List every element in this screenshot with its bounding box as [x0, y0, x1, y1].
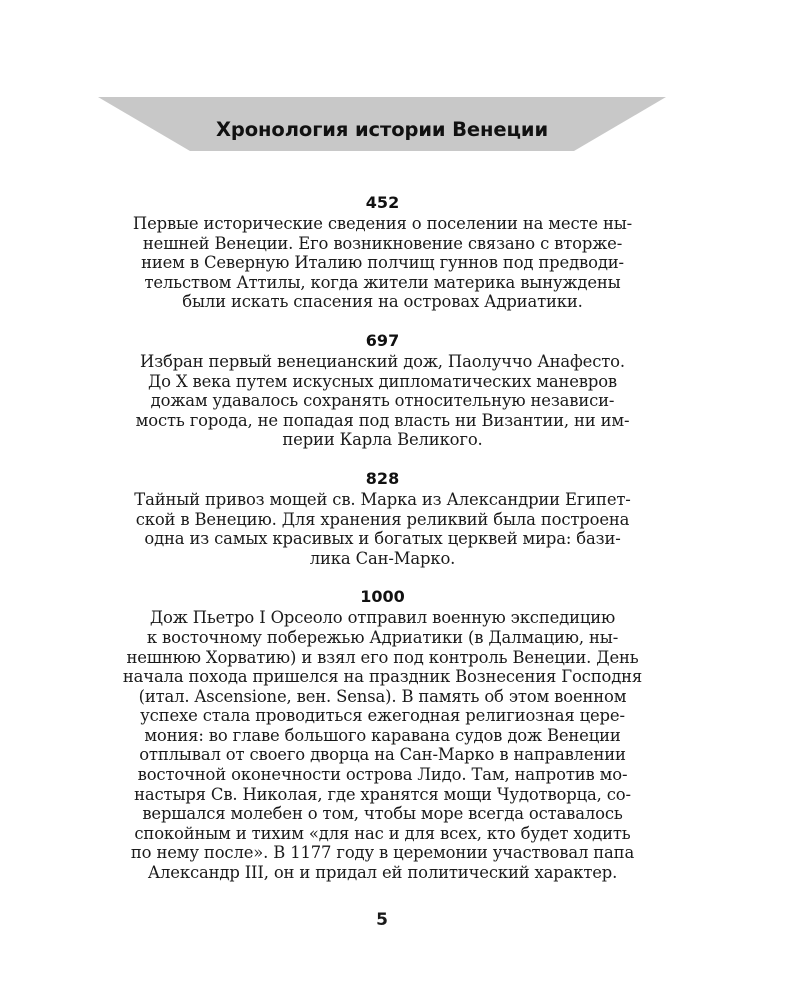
entry-text-line: к восточному побережью Адриатики (в Далмацию, ны-: [146, 627, 619, 647]
entry-text-line: по нему после». В 1177 году в церемонии участвовал папа: [130, 843, 635, 863]
page-title: Хронология истории Венеции: [215, 118, 549, 141]
entry-text-line: вершался молебен о том, чтобы море всегда оставалось: [142, 804, 623, 824]
entry-text-line: Первые исторические сведения о поселении на месте ны-: [132, 214, 633, 233]
chronology-entry: [100, 330, 665, 450]
entry-text-line: спокойным и тихим «для нас и для всех, кто будет ходить: [134, 823, 631, 843]
entry-text-line: отплывал от своего дворца на Сан-Марко в направлении: [139, 745, 626, 765]
entry-text-line: перии Карла Великого.: [282, 430, 483, 450]
entry-text-line: Дож Пьетро I Орсеоло отправил военную экспедицию: [149, 608, 616, 628]
title-banner: [98, 97, 666, 151]
chronology-entry: [100, 468, 665, 568]
entry-text-line: До X века путем искусных дипломатических маневров: [147, 371, 617, 391]
entry-year: 1000: [360, 587, 405, 607]
entry-text-line: нешнюю Хорватию) и взял его под контроль Венеции. День: [126, 647, 639, 667]
chronology-list: [100, 192, 665, 901]
entry-text-line: тельством Аттилы, когда жители материка вынуждены: [144, 272, 621, 292]
entry-text-line: были искать спасения на островах Адриатики.: [182, 292, 583, 312]
entry-text-line: нешней Венеции. Его возникновение связано с вторже-: [142, 233, 623, 253]
chronology-entry: [100, 192, 665, 312]
entry-text-line: мость города, не попадая под власть ни Византии, ни им-: [135, 410, 630, 430]
entry-text-line: восточной оконечности острова Лидо. Там, напротив мо-: [137, 765, 628, 785]
entry-text-line: настыря Св. Николая, где хранятся мощи Чудотворца, со-: [134, 784, 631, 804]
entry-year: 828: [365, 468, 400, 488]
entry-text-line: лика Сан-Марко.: [309, 548, 456, 568]
entry-year: 697: [365, 330, 400, 350]
entry-text-line: Тайный привоз мощей св. Марка из Александрии Египет-: [134, 489, 631, 509]
chronology-entry: [100, 586, 665, 882]
entry-text-line: начала похода пришелся на праздник Вознесения Господня: [122, 667, 643, 687]
entry-year: 452: [365, 193, 400, 212]
entry-text-line: ской в Венецию. Для хранения реликвий была построена: [135, 509, 630, 529]
page-number: 5: [376, 910, 388, 930]
entry-text-line: Избран первый венецианский дож, Паолуччо Анафесто.: [140, 351, 625, 371]
entry-text-line: (итал. Ascensione, вен. Sensa). В память об этом военном: [138, 686, 627, 706]
entry-text-line: мония: во главе большого каравана судов дож Венеции: [144, 725, 621, 745]
entry-text-line: дожам удавалось сохранять относительную независи-: [150, 391, 615, 411]
entry-text-line: нием в Северную Италию полчищ гуннов под предводи-: [141, 253, 624, 273]
entry-text-line: одна из самых красивых и богатых церквей мира: бази-: [144, 529, 621, 549]
entry-text-line: Александр III, он и придал ей политический характер.: [147, 863, 618, 883]
entry-text-line: успехе стала проводиться ежегодная религиозная цере-: [140, 706, 625, 726]
